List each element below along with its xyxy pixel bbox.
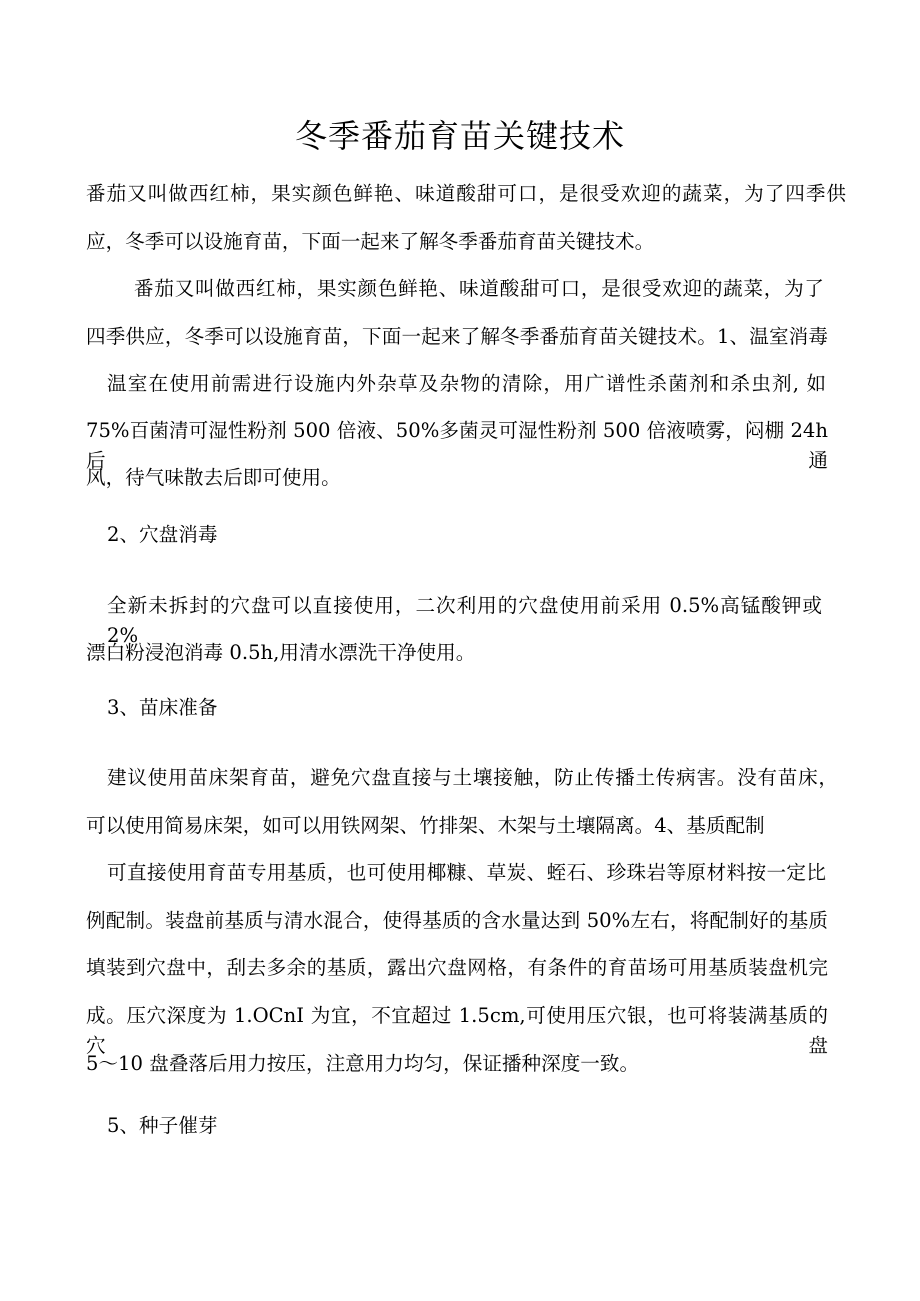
- text-line: 可以使用简易床架，如可以用铁网架、竹排架、木架与土壤隔离。4、基质配制: [86, 814, 765, 837]
- text-line: 番茄又叫做西红柿，果实颜色鲜艳、味道酸甜可口，是很受欢迎的蔬菜，为了四季供: [86, 182, 846, 205]
- text-line: 四季供应，冬季可以设施育苗，下面一起来了解冬季番茄育苗关键技术。1、温室消毒: [86, 325, 828, 348]
- text-line: 成。压穴深度为 1.OCnI 为宜，不宜超过 1.5cm,可使用压穴银，也可将装满基质的穴盘: [86, 1004, 828, 1057]
- document-title: 冬季番茄育苗关键技术: [294, 117, 625, 155]
- text-line: 5～10 盘叠落后用力按压，注意用力均匀，保证播种深度一致。: [86, 1052, 640, 1075]
- section-heading: 3、苗床准备: [107, 696, 218, 719]
- text-line: 填装到穴盘中，刮去多余的基质，露出穴盘网格，有条件的育苗场可用基质装盘机完: [86, 956, 828, 979]
- text-line: 风，待气味散去后即可使用。: [86, 466, 341, 489]
- text-line: 应，冬季可以设施育苗，下面一起来了解冬季番茄育苗关键技术。: [86, 230, 655, 253]
- section-heading: 5、种子催芽: [107, 1114, 218, 1137]
- text-line: 75%百菌清可湿性粉剂 500 倍液、50%多菌灵可湿性粉剂 500 倍液喷雾，闷棚 24h 后通: [86, 419, 828, 472]
- text-line: 建议使用苗床架育苗，避免穴盘直接与土壤接触，防止传播土传病害。没有苗床，: [107, 766, 838, 789]
- text-line: 番茄又叫做西红柿，果实颜色鲜艳、味道酸甜可口，是很受欢迎的蔬菜，为了: [134, 277, 824, 300]
- text-line: 可直接使用育苗专用基质，也可使用椰糠、草炭、蛭石、珍珠岩等原材料按一定比: [107, 861, 826, 884]
- text-line: 漂白粉浸泡消毒 0.5h,用清水漂洗干净使用。: [86, 641, 476, 664]
- text-line: 全新未拆封的穴盘可以直接使用，二次利用的穴盘使用前采用 0.5%高锰酸钾或 2%: [107, 594, 822, 647]
- section-heading: 2、穴盘消毒: [107, 523, 218, 546]
- text-line: 例配制。装盘前基质与清水混合，使得基质的含水量达到 50%左右，将配制好的基质: [86, 909, 828, 932]
- text-line: 温室在使用前需进行设施内外杂草及杂物的清除，用广谱性杀菌剂和杀虫剂, 如: [107, 372, 826, 395]
